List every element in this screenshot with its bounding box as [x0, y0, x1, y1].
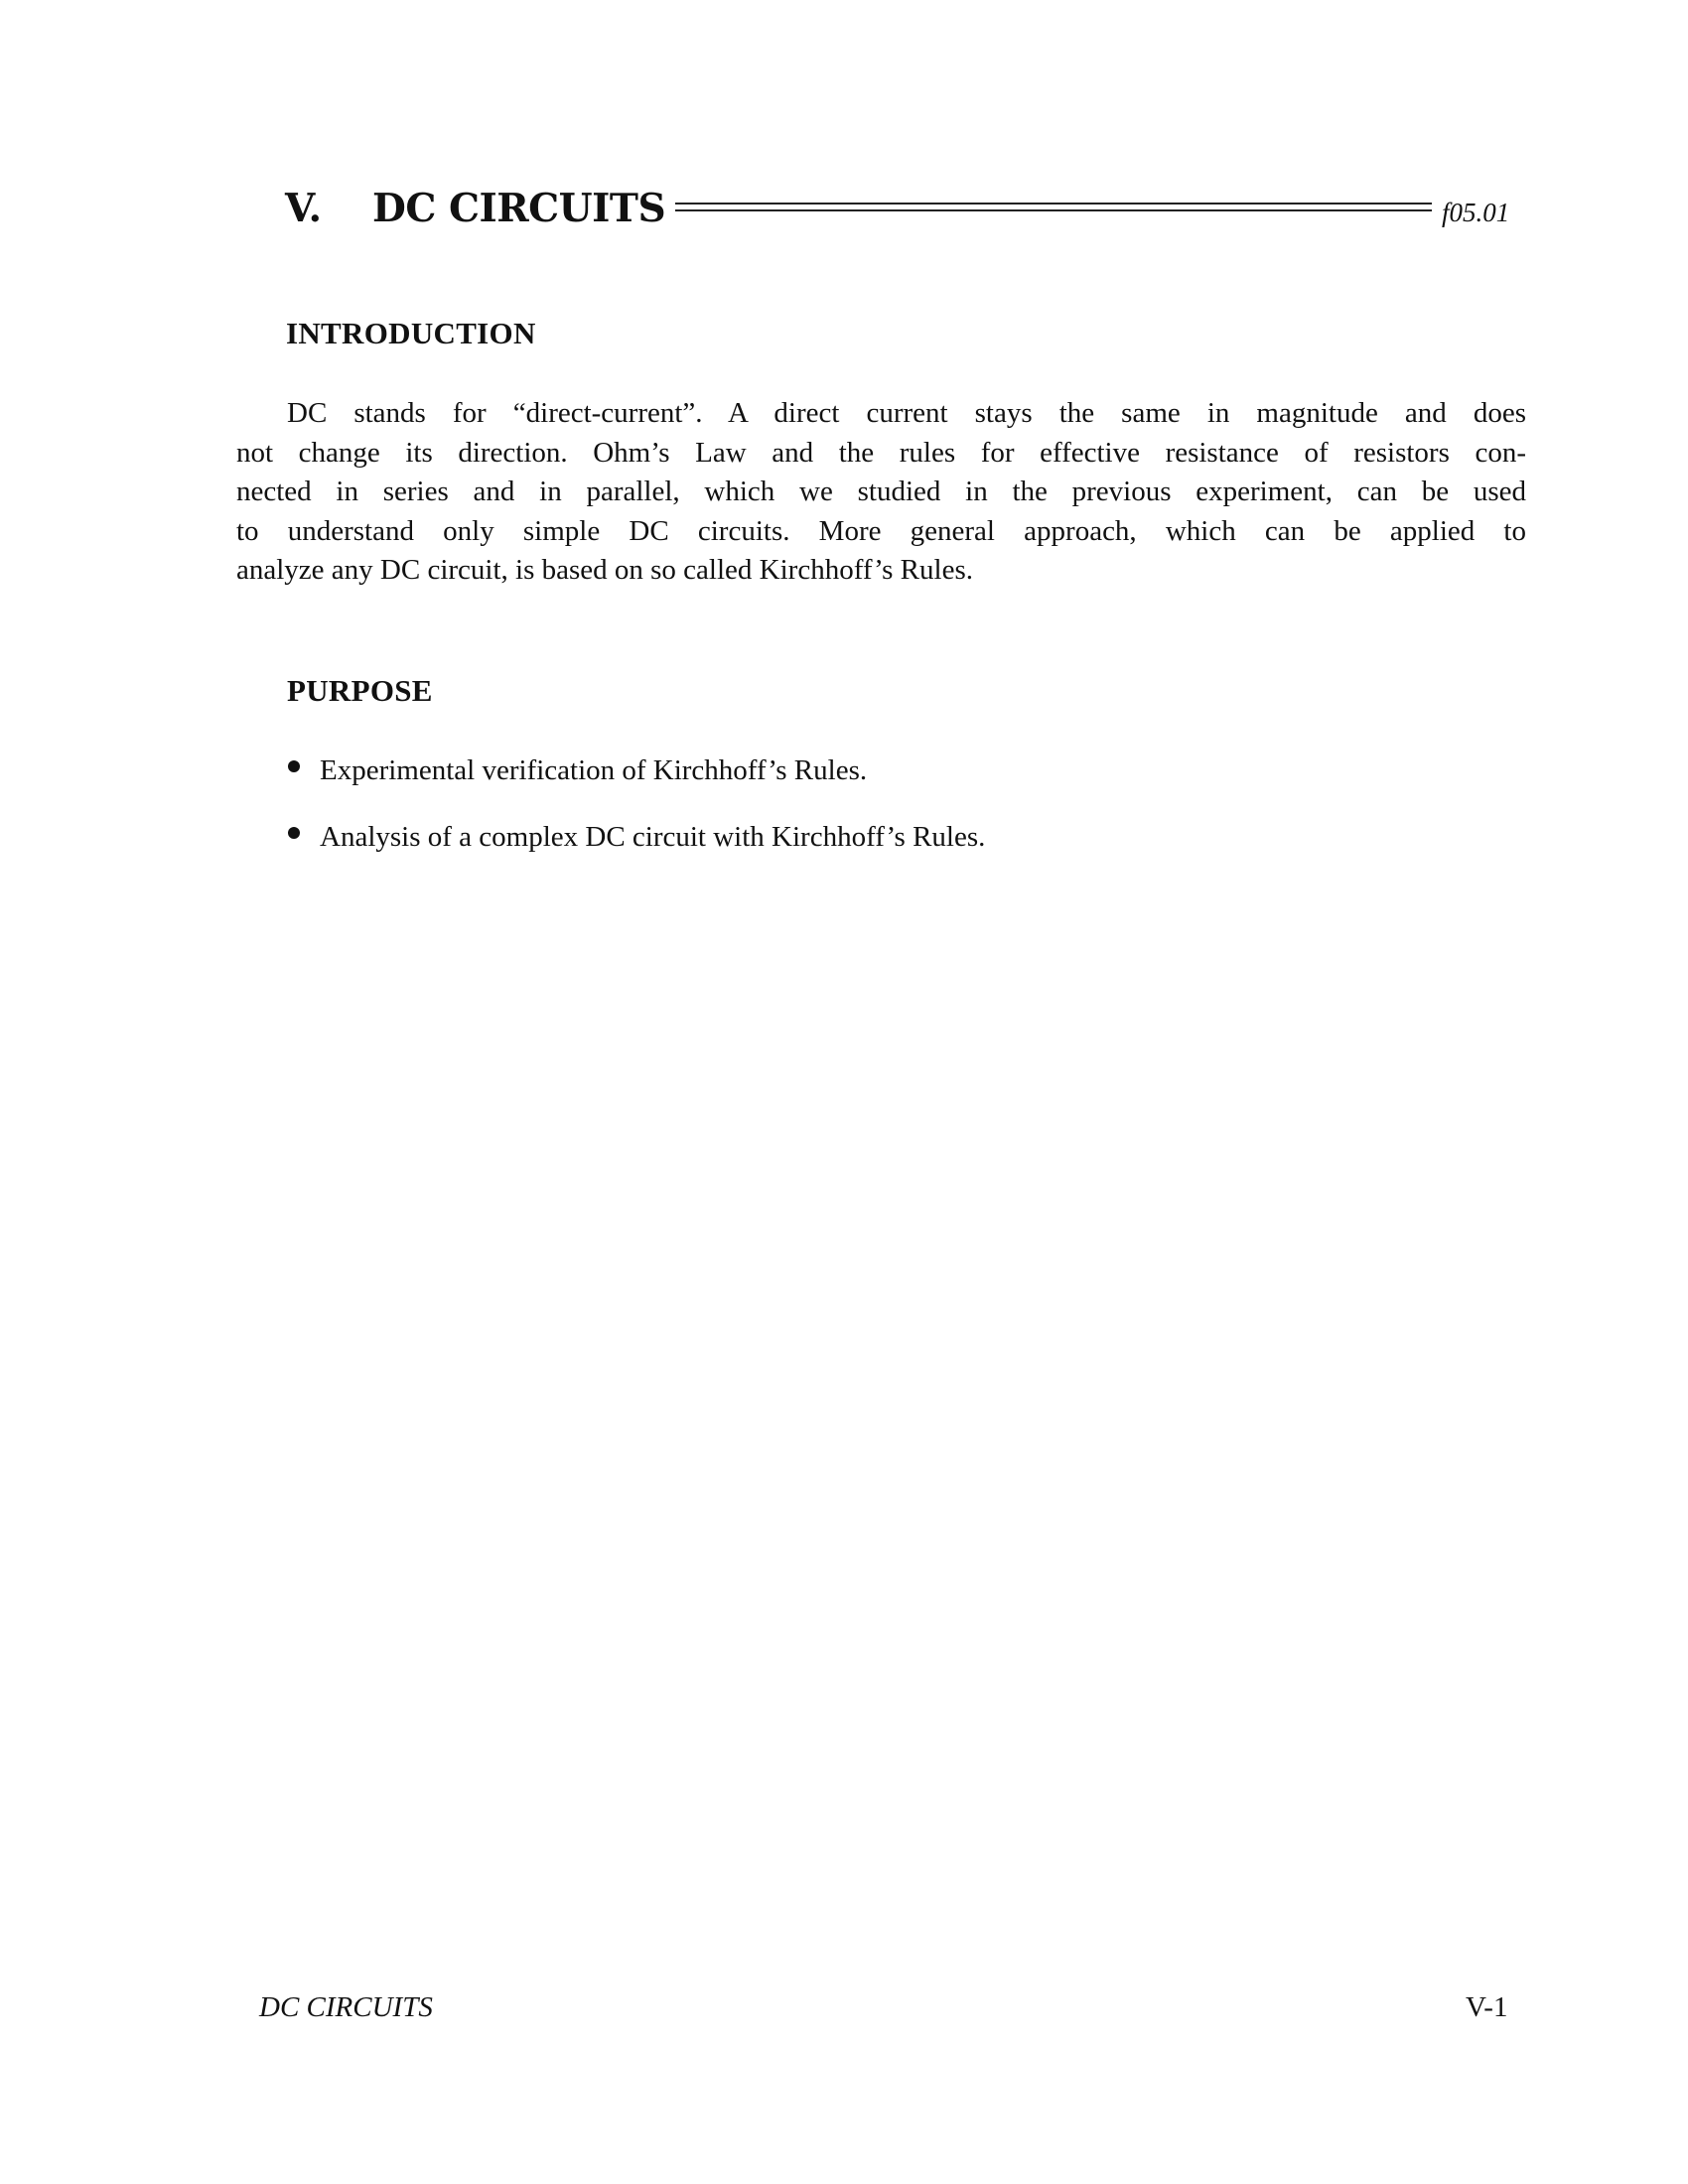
- chapter-title: DC CIRCUITS: [372, 186, 666, 231]
- purpose-item-2: Analysis of a complex DC circuit with Kirchhoff’s Rules.: [320, 821, 986, 853]
- introduction-line-4: to understand only simple DC circuits. More general approach, which can be applied to: [236, 515, 1526, 547]
- introduction-line-3: nected in series and in parallel, which we studied in the previous experiment, can be used: [236, 476, 1526, 507]
- introduction-line-2: not change its direction. Ohm’s Law and the rules for effective resistance of resistors con-: [236, 437, 1526, 469]
- header-rule-bottom: [675, 209, 1432, 211]
- introduction-line-5: analyze any DC circuit, is based on so called Kirchhoff’s Rules.: [236, 554, 973, 586]
- bullet-icon: [288, 827, 300, 839]
- header-rule-top: [675, 203, 1432, 205]
- chapter-number: V.: [285, 186, 323, 231]
- introduction-line-1: DC stands for “direct-current”. A direct current stays the same in magnitude and does: [287, 397, 1526, 429]
- footer-page-number: V-1: [1466, 1991, 1508, 2023]
- introduction-heading: INTRODUCTION: [286, 316, 536, 350]
- footer-running-title: DC CIRCUITS: [259, 1991, 433, 2023]
- purpose-item-1: Experimental verification of Kirchhoff’s Rules.: [320, 754, 868, 786]
- reference-code: f05.01: [1442, 198, 1510, 227]
- bullet-icon: [288, 760, 300, 772]
- purpose-heading: PURPOSE: [287, 673, 433, 708]
